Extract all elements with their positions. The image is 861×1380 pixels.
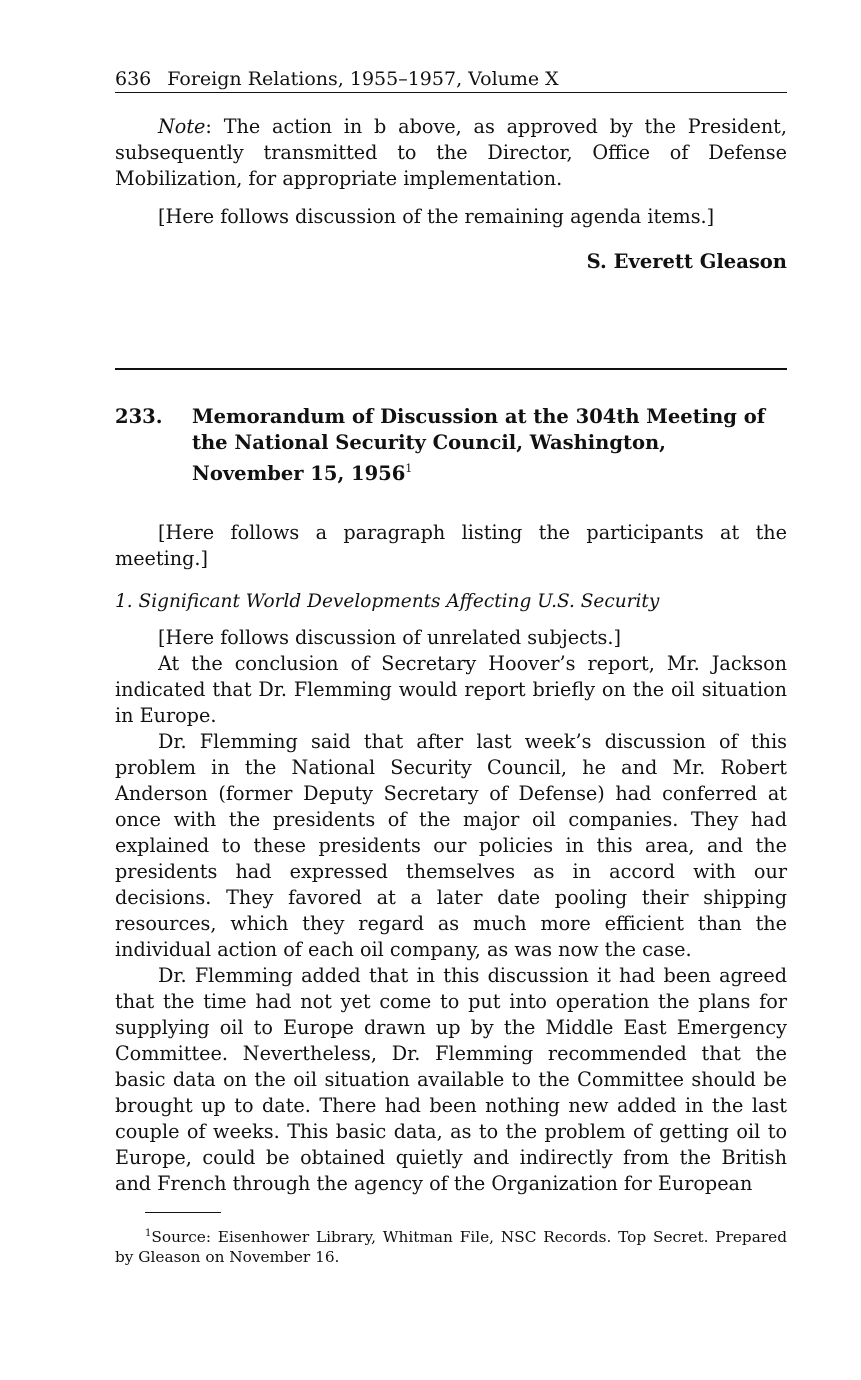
remaining-items-paragraph: [Here follows discussion of the remaining agenda items.] xyxy=(158,205,715,228)
running-title: Foreign Relations, 1955–1957, Volume X xyxy=(167,68,559,90)
footnote xyxy=(115,1224,787,1267)
body-paragraph: Dr. Flemming said that after last week’s discussion of this problem in the National Security Council, he and Mr. Robert Anderson (former Deputy Secretary of Defense) had conferred at once with the presidents of the major oil companies. They had explained to these presidents our policies in this area, and the presidents had expressed themselves as in accord with our decisions. They favored at a later date pooling their shipping resources, which they regard as much more efficient than the individual action of each oil company, as was now the case. xyxy=(115,730,787,961)
body-paragraph: Dr. Flemming added that in this discussion it had been agreed that the time had not yet come to put into operation the plans for supplying oil to Europe drawn up by the Middle East Emergency Committee. Nevertheless, Dr. Flemming recommended that the basic data on the oil situation available to the Committee should be brought up to date. There had been nothing new added in the last couple of weeks. This basic data, as to the problem of getting oil to Europe, could be obtained quietly and indirectly from the British and French through the agency of the Organization for European xyxy=(115,964,787,1195)
note-text: : The action in b above, as approved by the President, subsequently transmitted to the Director, Office of Defense Mobilization, for appropriate implementation. xyxy=(115,115,787,190)
footnote-divider xyxy=(145,1212,221,1213)
note-label: Note xyxy=(158,115,206,138)
section-heading: 1. Significant World Developments Affecting U.S. Security xyxy=(115,591,660,612)
document-title xyxy=(192,404,782,487)
body-paragraph: At the conclusion of Secretary Hoover’s report, Mr. Jackson indicated that Dr. Flemming would report briefly on the oil situation in Europe. xyxy=(115,652,787,727)
footnote-text: Source: Eisenhower Library, Whitman File, NSC Records. Top Secret. Prepared by Gleason on November 16. xyxy=(115,1228,787,1266)
body-text xyxy=(115,625,787,1197)
document-title-text: Memorandum of Discussion at the 304th Meeting of the National Security Council, Washington, November 15, 1956 xyxy=(192,405,766,485)
running-header xyxy=(115,66,787,93)
note-paragraph xyxy=(115,114,787,192)
body-paragraph: [Here follows discussion of unrelated subjects.] xyxy=(158,626,621,649)
participants-paragraph: [Here follows a paragraph listing the participants at the meeting.] xyxy=(115,521,787,570)
page-number: 636 xyxy=(115,68,152,90)
signature: S. Everett Gleason xyxy=(586,250,787,273)
document-number: 233. xyxy=(115,405,163,428)
footnote-marker: 1 xyxy=(145,1228,152,1239)
section-divider xyxy=(115,368,787,370)
footnote-reference[interactable]: 1 xyxy=(405,462,413,475)
